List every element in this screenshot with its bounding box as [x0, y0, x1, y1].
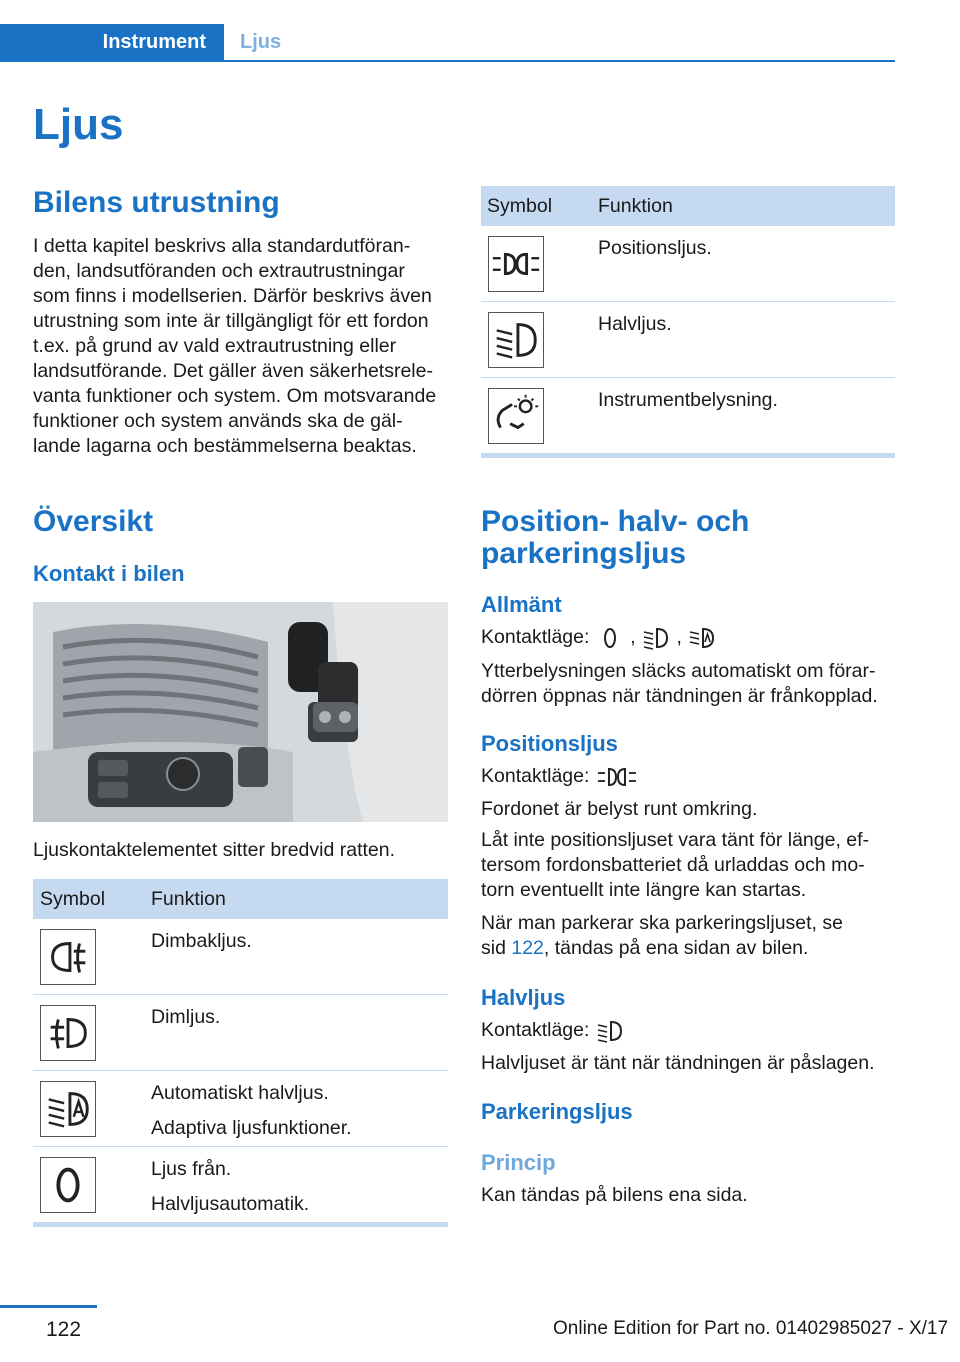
- tab-instrument[interactable]: Instrument: [0, 24, 224, 62]
- light-switch-photo: [33, 602, 448, 822]
- footer-rule: [0, 1305, 97, 1308]
- low-beam-icon: [641, 625, 671, 651]
- subsection-title-low-beam: Halvljus: [481, 985, 566, 1010]
- low-beam-icon: [595, 1018, 625, 1044]
- auto-low-beam-icon: [687, 625, 717, 651]
- function-text: Instrumentbelysning.: [598, 389, 778, 411]
- general-switch-line: Kontaktläge: , ,: [481, 625, 717, 651]
- instrument-lighting-icon: [488, 388, 544, 444]
- chapter-title: Ljus: [33, 100, 124, 149]
- position-switch-line: Kontaktläge:: [481, 764, 639, 790]
- rear-fog-light-icon: [40, 929, 96, 985]
- function-text: Dimbakljus.: [151, 930, 252, 952]
- col-symbol: Symbol: [487, 195, 553, 217]
- table-row: [481, 226, 895, 302]
- page-number: 122: [46, 1318, 82, 1341]
- table-row: [33, 1147, 448, 1223]
- subsection-title-switch: Kontakt i bilen: [33, 561, 185, 586]
- edition-text: Online Edition for Part no. 01402985027 - X/17: [553, 1318, 949, 1339]
- function-text: Positionsljus.: [598, 237, 712, 259]
- subsection-title-parking: Parkeringsljus: [481, 1099, 633, 1124]
- equipment-paragraph: I detta kapitel beskrivs alla standardutföran- den, landsutföranden och extrautrustningar som finns i modellserien. Därför beskrivs även utrustning som inte är tillgängligt för ett fordon t.ex. på grund av vald extrautrustning eller landsutförande. Det gäller även säkerhetsrele- vanta funktioner och system. Om motsvarande funktioner och system används ska de gäl- lande lagarna och bestämmelserna beaktas.: [33, 235, 437, 457]
- function-text: Ljus från. Halvljusautomatik.: [151, 1158, 310, 1215]
- low-switch-line: Kontaktläge:: [481, 1018, 625, 1044]
- section-title-equipment: Bilens utrustning: [33, 186, 280, 219]
- right-symbol-table: [481, 186, 895, 458]
- lights-off-icon: [40, 1157, 96, 1213]
- table-row: [481, 378, 895, 454]
- position-line1: Fordonet är belyst runt omkring.: [481, 798, 758, 820]
- tab-ljus[interactable]: Ljus: [240, 31, 282, 53]
- lights-off-icon: [595, 625, 625, 651]
- low-beam-icon: [488, 312, 544, 368]
- table-bottom-rule: [481, 454, 895, 458]
- table-row: [33, 995, 448, 1071]
- principle-line1: Kan tändas på bilens ena sida.: [481, 1184, 748, 1206]
- table-row: [33, 1071, 448, 1147]
- table-header: [481, 186, 895, 226]
- function-text: Automatiskt halvljus. Adaptiva ljusfunktioner.: [151, 1082, 352, 1139]
- subsection-title-position: Positionsljus: [481, 731, 618, 756]
- header-tabbar: [0, 24, 895, 62]
- section-title-lights: Position- halv- och parkeringsljus: [481, 505, 750, 570]
- position-paragraph3: När man parkerar ska parkeringsljuset, se sid 122, tändas på ena sidan av bilen.: [481, 912, 843, 959]
- photo-caption: Ljuskontaktelementet sitter bredvid ratten.: [33, 839, 396, 861]
- section-title-overview: Översikt: [33, 505, 154, 538]
- table-header: [33, 879, 448, 919]
- subsection-title-principle: Princip: [481, 1150, 556, 1175]
- general-paragraph: Ytterbelysningen släcks automatiskt om förar- dörren öppnas när tändningen är frånkopplad.: [481, 660, 878, 707]
- auto-low-beam-icon: [40, 1081, 96, 1137]
- function-text: Halvljus.: [598, 313, 672, 335]
- parking-light-icon: [595, 764, 639, 790]
- col-function: Funktion: [598, 195, 673, 217]
- table-row: [481, 302, 895, 378]
- function-text: Dimljus.: [151, 1006, 221, 1028]
- left-symbol-table: [33, 879, 448, 1227]
- table-bottom-rule: [33, 1223, 448, 1227]
- table-row: [33, 919, 448, 995]
- page-link-122[interactable]: 122: [511, 937, 544, 959]
- low-line1: Halvljuset är tänt när tändningen är påslagen.: [481, 1052, 875, 1074]
- parking-light-icon: [488, 236, 544, 292]
- position-paragraph2: Låt inte positionsljuset vara tänt för länge, ef- tersom fordonsbatteriet då urladdas och mo- torn eventuellt inte längre kan startas.: [481, 829, 870, 901]
- subsection-title-general: Allmänt: [481, 592, 562, 617]
- fog-light-icon: [40, 1005, 96, 1061]
- col-function: Funktion: [151, 888, 226, 910]
- col-symbol: Symbol: [40, 888, 106, 910]
